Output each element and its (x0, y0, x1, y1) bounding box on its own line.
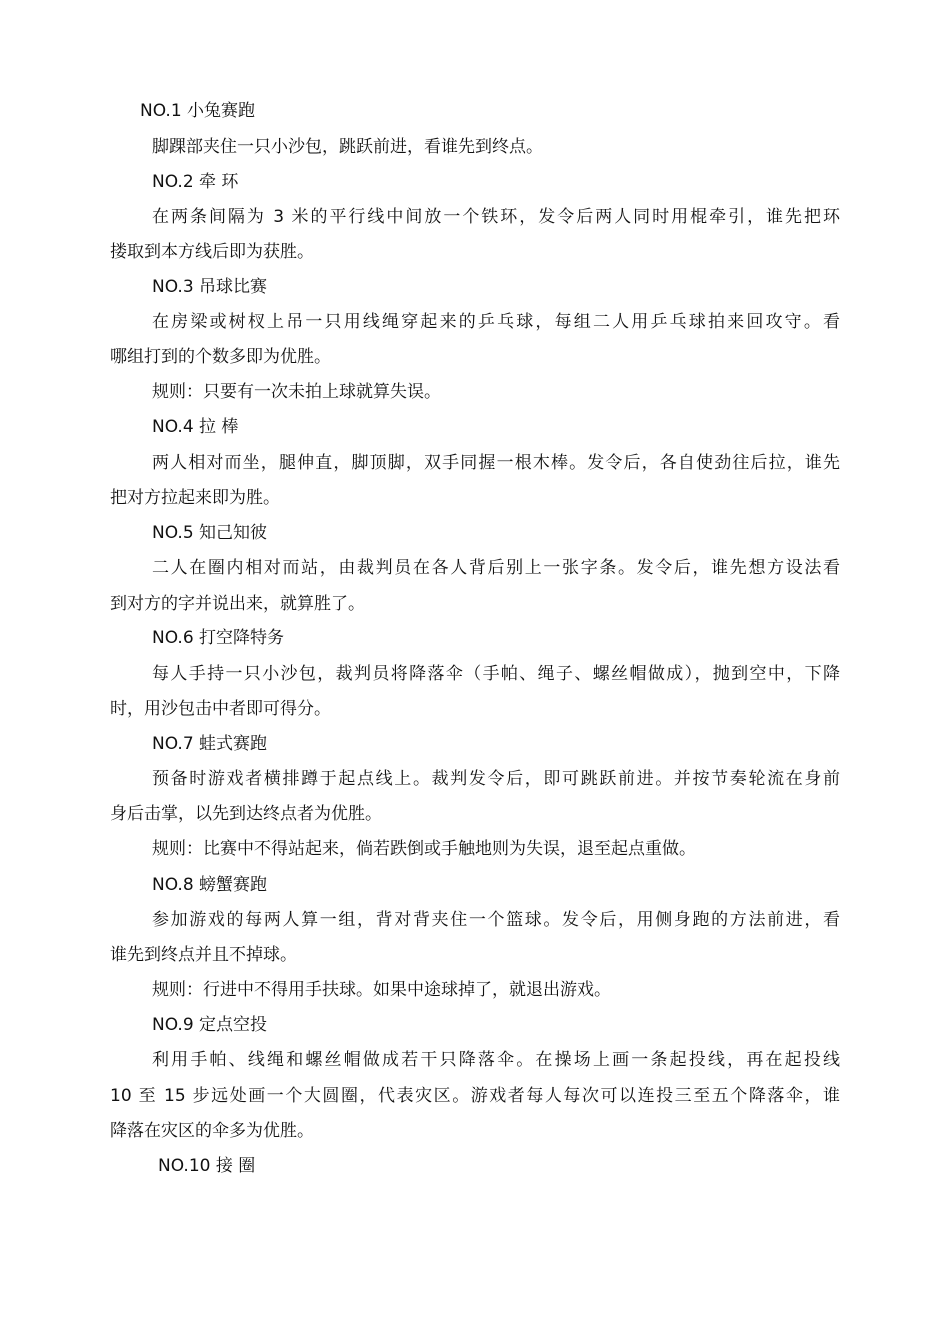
section-title: NO.3 吊球比赛 (152, 277, 268, 297)
paragraph-line: 规则：只要有一次未拍上球就算失误。 (152, 382, 441, 402)
section-title: NO.6 打空降特务 (152, 628, 285, 648)
paragraph-line: 规则：比赛中不得站起来，倘若跌倒或手触地则为失误，退至起点重做。 (152, 839, 696, 859)
paragraph-line: 10 至 15 步远处画一个大圆圈，代表灾区。游戏者每人每次可以连投三至五个降落伞，谁 (110, 1086, 840, 1106)
section-title: NO.5 知己知彼 (152, 523, 268, 543)
paragraph-line: 谁先到终点并且不掉球。 (110, 945, 297, 965)
paragraph-line: 降落在灾区的伞多为优胜。 (110, 1121, 314, 1141)
paragraph-line: 时，用沙包击中者即可得分。 (110, 699, 331, 719)
paragraph-line: 哪组打到的个数多即为优胜。 (110, 347, 331, 367)
paragraph-line: 利用手帕、线绳和螺丝帽做成若干只降落伞。在操场上画一条起投线，再在起投线 (152, 1050, 840, 1070)
paragraph-line: 在两条间隔为 3 米的平行线中间放一个铁环，发令后两人同时用棍牵引，谁先把环 (152, 207, 840, 227)
paragraph-line: 二人在圈内相对而站，由裁判员在各人背后别上一张字条。发令后，谁先想方设法看 (152, 558, 840, 578)
section-title: NO.2 牵 环 (152, 172, 239, 192)
paragraph-line: 脚踝部夹住一只小沙包，跳跃前进，看谁先到终点。 (152, 137, 543, 157)
paragraph-line: 参加游戏的每两人算一组，背对背夹住一个篮球。发令后，用侧身跑的方法前进，看 (152, 910, 840, 930)
section-title: NO.4 拉 棒 (152, 417, 239, 437)
paragraph-line: 两人相对而坐，腿伸直，脚顶脚，双手同握一根木棒。发令后，各自使劲往后拉，谁先 (152, 453, 840, 473)
section-title: NO.7 蛙式赛跑 (152, 734, 268, 754)
paragraph-line: 每人手持一只小沙包，裁判员将降落伞（手帕、绳子、螺丝帽做成），抛到空中，下降 (152, 664, 840, 684)
paragraph-line: 到对方的字并说出来，就算胜了。 (110, 594, 365, 614)
section-title: NO.1 小兔赛跑 (140, 101, 256, 121)
section-title: NO.9 定点空投 (152, 1015, 268, 1035)
section-title: NO.10 接 圈 (158, 1156, 256, 1176)
paragraph-line: 在房梁或树杈上吊一只用线绳穿起来的乒乓球，每组二人用乒乓球拍来回攻守。看 (152, 312, 840, 332)
paragraph-line: 规则：行进中不得用手扶球。如果中途球掉了，就退出游戏。 (152, 980, 611, 1000)
paragraph-line: 搂取到本方线后即为获胜。 (110, 242, 314, 262)
paragraph-line: 预备时游戏者横排蹲于起点线上。裁判发令后，即可跳跃前进。并按节奏轮流在身前 (152, 769, 840, 789)
paragraph-line: 把对方拉起来即为胜。 (110, 488, 280, 508)
paragraph-line: 身后击掌，以先到达终点者为优胜。 (110, 804, 382, 824)
section-title: NO.8 螃蟹赛跑 (152, 875, 268, 895)
